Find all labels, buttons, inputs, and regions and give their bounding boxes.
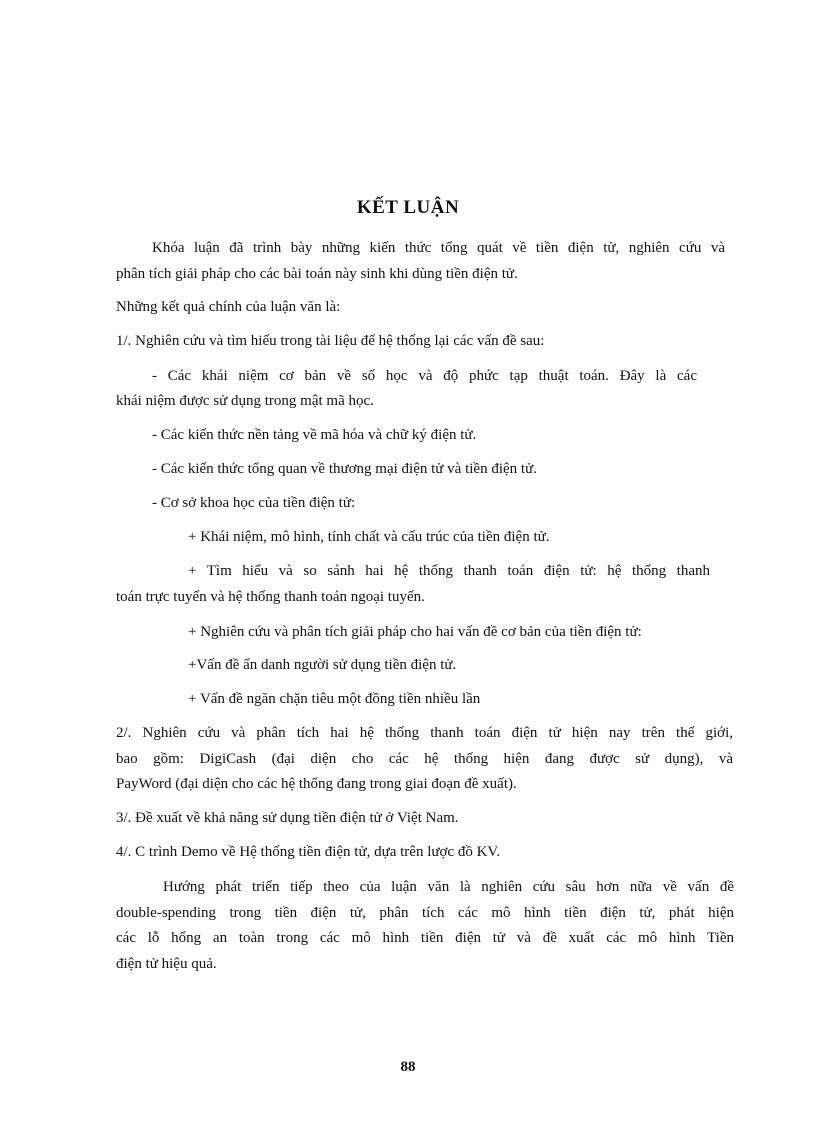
page-title: KẾT LUẬN xyxy=(356,197,460,218)
item-1-heading: 1/. Nghiên cứu và tìm hiểu trong tài liệu để hệ thống lại các vấn đề sau: xyxy=(116,333,545,349)
item-2-line-2: bao gồm: DigiCash (đại diện cho các hệ thống hiện đang được sử dụng), và xyxy=(116,751,733,767)
item-3: 3/. Đề xuất về khả năng sử dụng tiền điện tử ở Việt Nam. xyxy=(116,810,459,826)
intro-line-1: Khóa luận đã trình bày những kiến thức tổng quát về tiền điện tử, nghiên cứu và xyxy=(152,240,725,256)
item-1-sub-2-line-1: + Tìm hiểu và so sánh hai hệ thống thanh toán điện tử: hệ thống thanh xyxy=(188,563,710,579)
item-1-bullet-3: - Các kiến thức tổng quan về thương mại điện tử và tiền điện tử. xyxy=(152,461,537,477)
future-line-2: double-spending trong tiền điện tử, phân tích các mô hình tiền điện tử, phát hiện xyxy=(116,905,734,921)
item-1-bullet-1-line-1: - Các khái niệm cơ bản về số học và độ phức tạp thuật toán. Đây là các xyxy=(152,368,697,384)
item-4: 4/. C trình Demo về Hệ thống tiền điện tử, dựa trên lược đồ KV. xyxy=(116,844,501,860)
future-line-3: các lỗ hổng an toàn trong các mô hình tiền điện tử và đề xuất các mô hình Tiền xyxy=(116,930,734,946)
item-1-sub-4: +Vấn đề ẩn danh người sử dụng tiền điện tử. xyxy=(188,657,457,673)
item-1-sub-2-line-2: toán trực tuyến và hệ thống thanh toán ngoại tuyến. xyxy=(116,589,425,605)
item-2-line-3: PayWord (đại diện cho các hệ thống đang trong giai đoạn đề xuất). xyxy=(116,776,517,792)
item-1-sub-5: + Vấn đề ngăn chặn tiêu một đồng tiền nhiều lần xyxy=(188,691,481,707)
results-heading: Những kết quả chính của luận văn là: xyxy=(116,299,341,315)
future-line-1: Hướng phát triển tiếp theo của luận văn là nghiên cứu sâu hơn nữa về vấn đề xyxy=(163,879,734,895)
future-line-4: điện tử hiệu quả. xyxy=(116,956,217,972)
item-1-bullet-1-line-2: khái niệm được sử dụng trong mật mã học. xyxy=(116,393,374,409)
intro-line-2: phân tích giải pháp cho các bài toán này sinh khi dùng tiền điện tử. xyxy=(116,266,518,282)
item-1-sub-1: + Khái niệm, mô hình, tính chất và cấu trúc của tiền điện tử. xyxy=(188,529,550,545)
item-1-bullet-2: - Các kiến thức nền tảng về mã hóa và chữ ký điện tử. xyxy=(152,427,477,443)
item-1-bullet-4: - Cơ sở khoa học của tiền điện tử: xyxy=(152,495,356,511)
page-number: 88 xyxy=(400,1059,416,1075)
item-1-sub-3: + Nghiên cứu và phân tích giải pháp cho hai vấn đề cơ bản của tiền điện tử: xyxy=(188,624,642,640)
item-2-line-1: 2/. Nghiên cứu và phân tích hai hệ thống thanh toán điện tử hiện nay trên thế giới, xyxy=(116,725,733,741)
